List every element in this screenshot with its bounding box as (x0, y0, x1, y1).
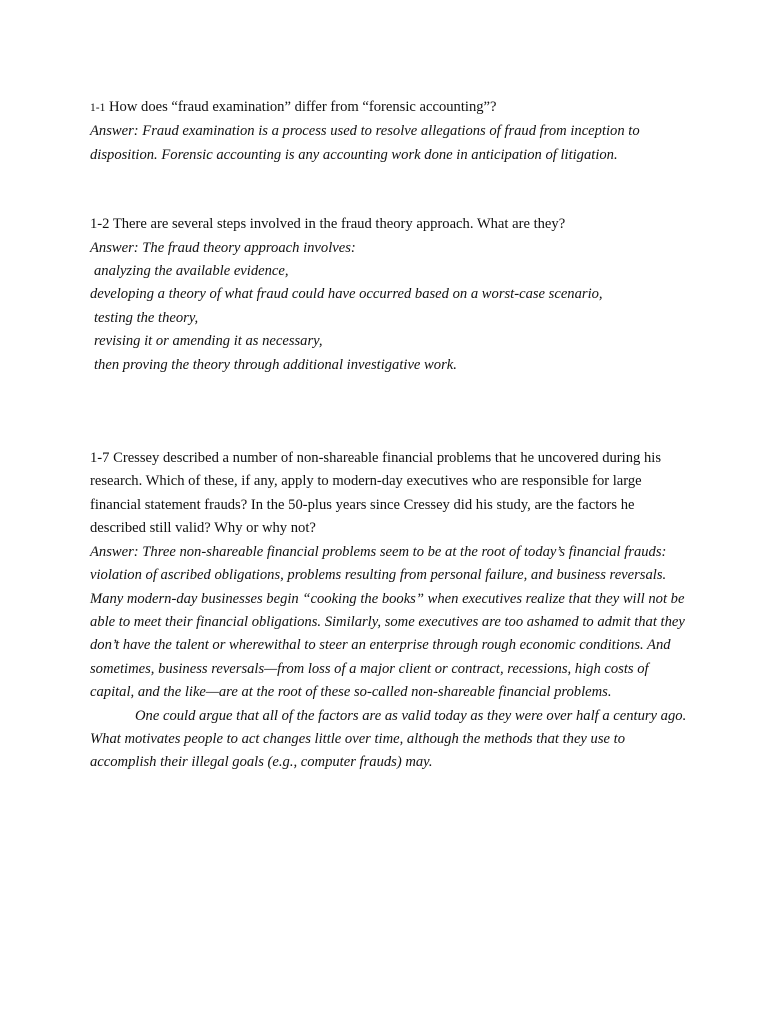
question-block-1-7 (90, 447, 688, 775)
answer-1-2-intro: Answer: The fraud theory approach involves: (90, 239, 356, 256)
question-number: 1-1 (90, 102, 106, 114)
document-page (90, 96, 688, 775)
step-item: analyzing the available evidence, (94, 263, 289, 280)
step-item: then proving the theory through additional investigative work. (94, 356, 457, 373)
step-item: developing a theory of what fraud could have occurred based on a worst-case scenario, (90, 286, 603, 303)
answer-1-1: Answer: Fraud examination is a process used to resolve allegations of fraud from inception to disposition. Forensic accounting is any accounting work done in anticipation of litigation. (90, 123, 640, 163)
question-text: How does “fraud examination” differ from “forensic accounting”? (105, 99, 497, 115)
question-block-1-1 (90, 96, 688, 167)
answer-1-7-continued: One could argue that all of the factors are as valid today as they were over half a century ago. What motivates people to act changes little over time, although the methods that they use to accomplish their illegal goals (e.g., computer frauds) may. (90, 707, 687, 771)
question-1-2: 1-2 There are several steps involved in the fraud theory approach. What are they? (90, 216, 566, 233)
step-item: revising it or amending it as necessary, (94, 333, 323, 350)
question-block-1-2 (90, 213, 688, 377)
question-1-1 (90, 96, 688, 120)
step-item: testing the theory, (94, 309, 199, 326)
answer-1-7: Answer: Three non-shareable financial problems seem to be at the root of today’s financial frauds: violation of ascribed obligations, problems resulting from personal failure, and business reversals. Many modern-day businesses begin “cooking the books” when executives realize that they will not be able to meet their financial obligations. Similarly, some executives are too ashamed to admit that they don’t have the talent or wherewithal to steer an enterprise through rough economic conditions. And sometimes, business reversals—from loss of a major client or contract, recessions, high costs of capital, and the like—are at the root of these so-called non-shareable financial problems. (90, 543, 685, 701)
question-1-7: 1-7 Cressey described a number of non-shareable financial problems that he uncovered during his research. Which of these, if any, apply to modern-day executives who are responsible for large financial statement frauds? In the 50-plus years since Cressey did his study, are the factors he described still valid? Why or why not? (90, 450, 661, 537)
